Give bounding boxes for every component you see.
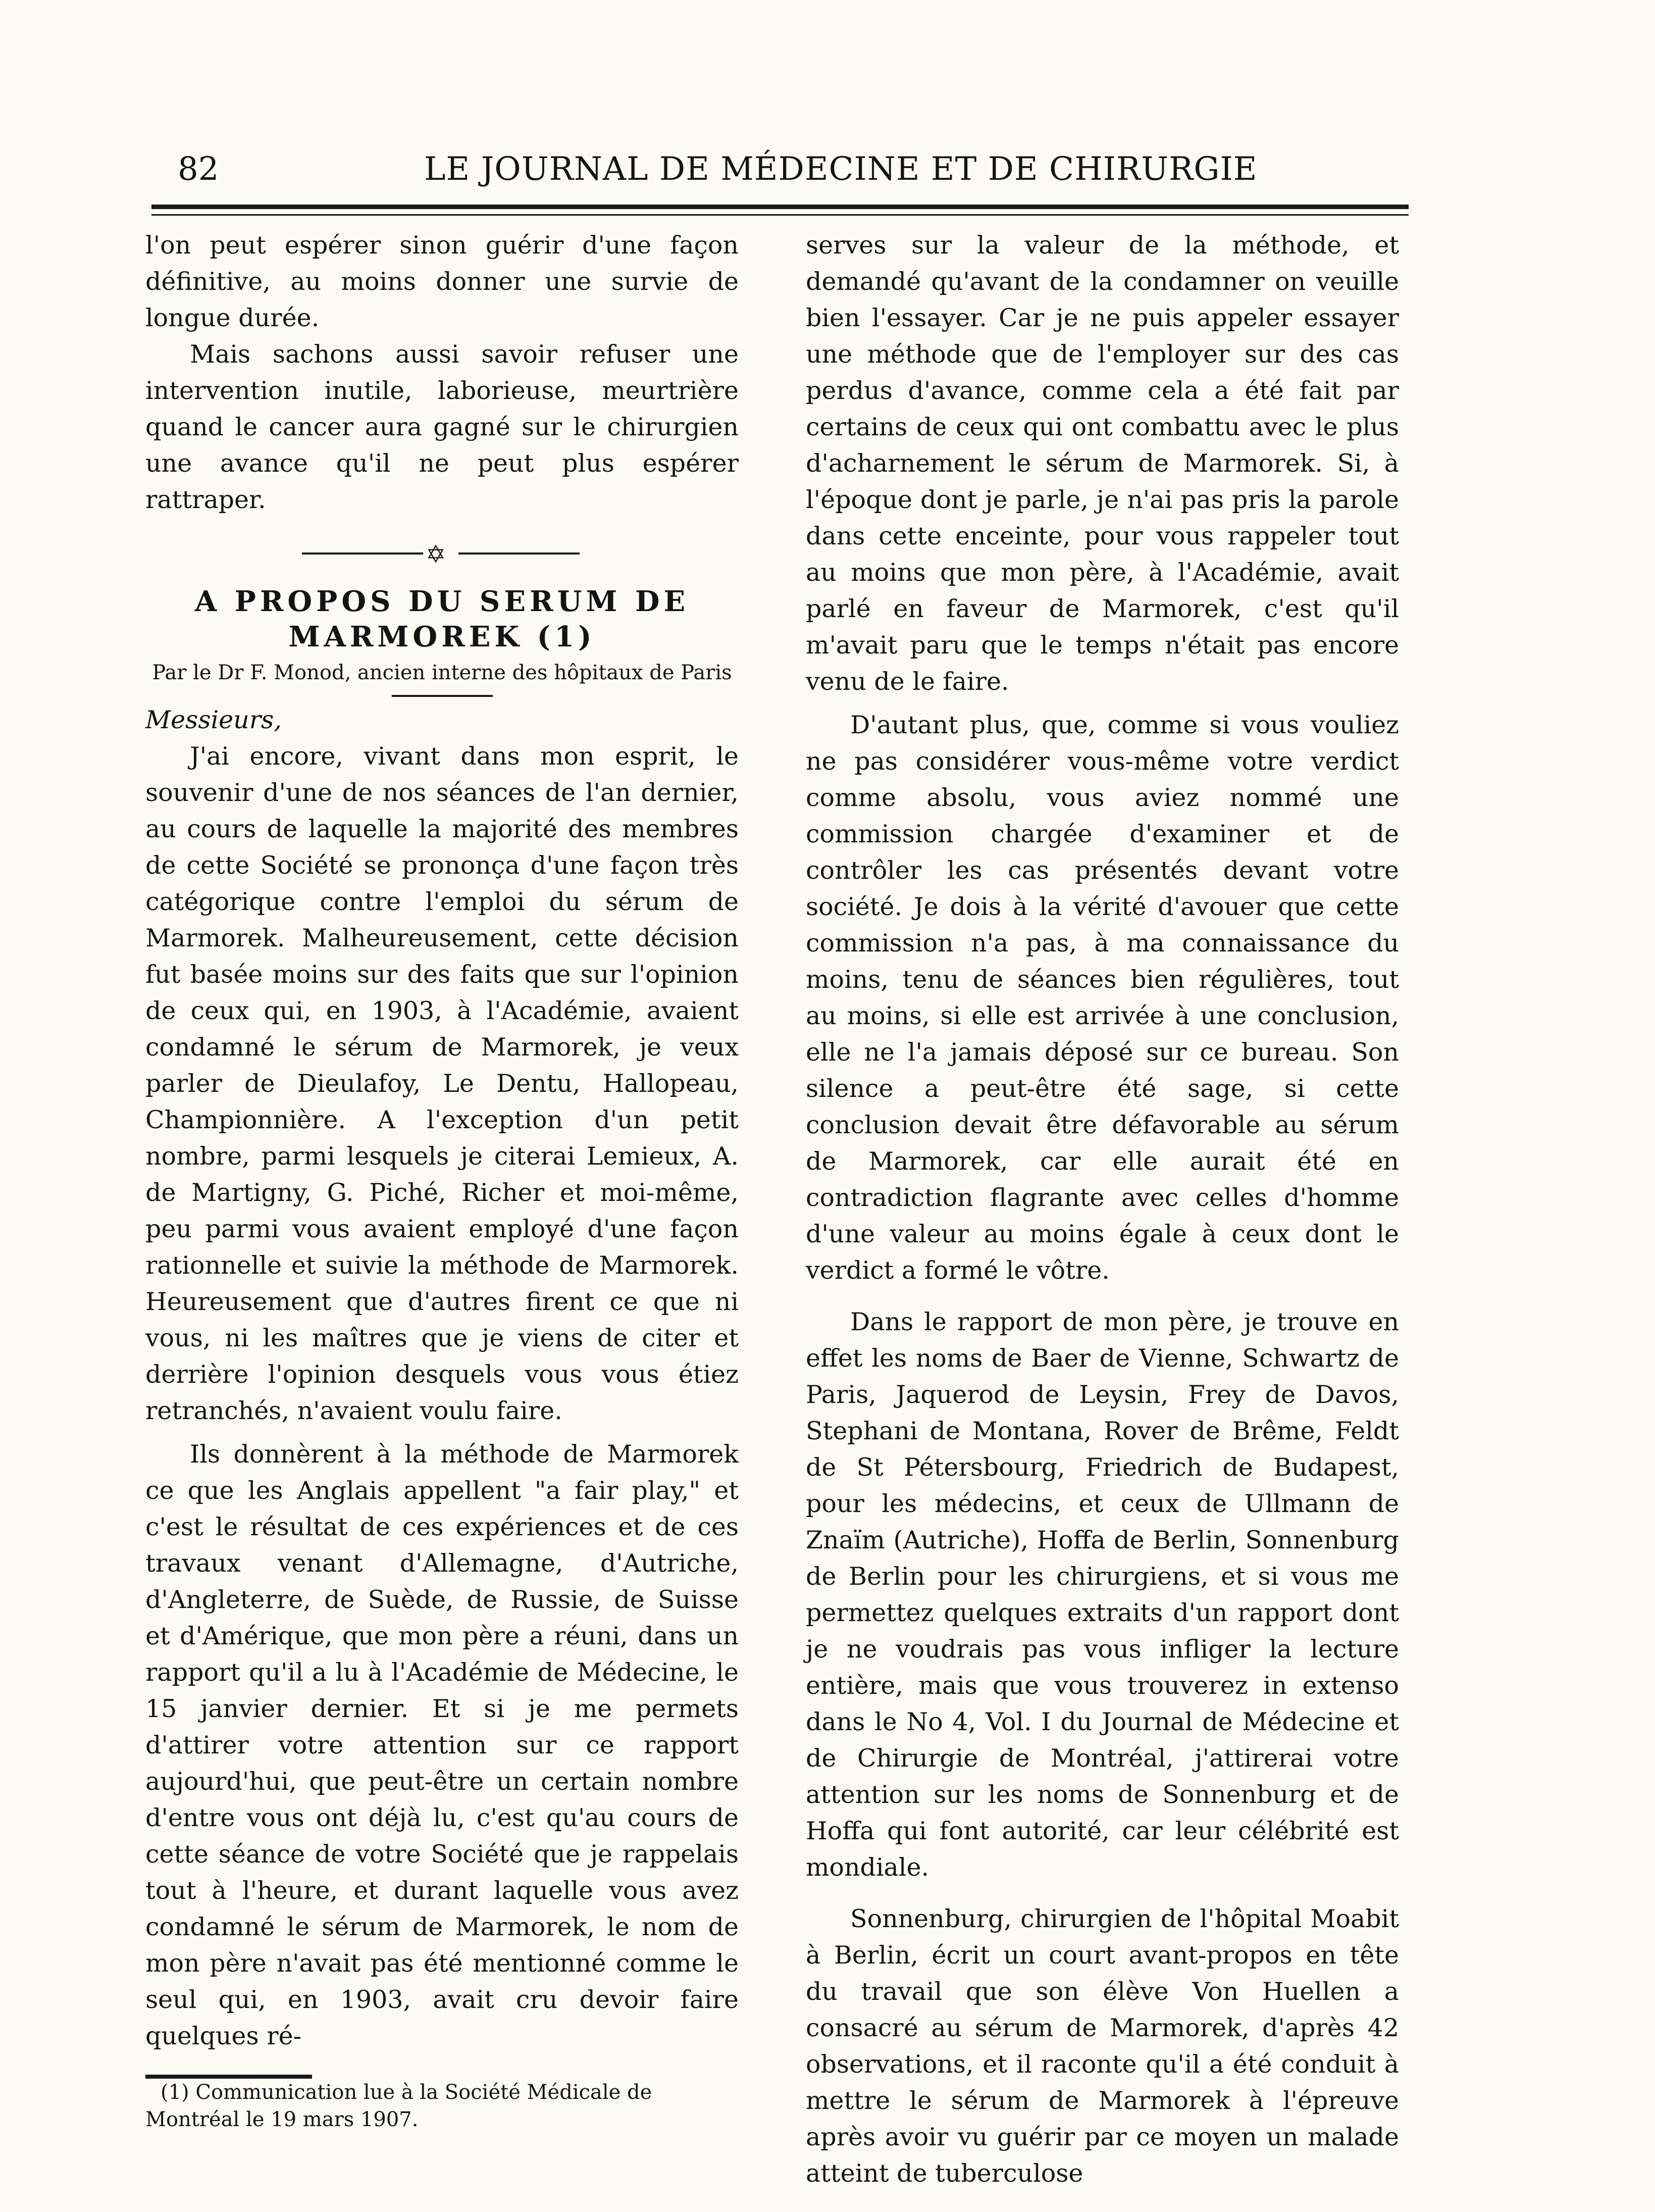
ornament-line-left [302, 552, 423, 555]
page-header [151, 146, 1409, 202]
running-title: LE JOURNAL DE MÉDECINE ET DE CHIRURGIE [424, 150, 1258, 188]
byline-rule [392, 695, 493, 697]
article-byline: Par le Dr F. Monod, ancien interne des hôpitaux de Paris [152, 661, 732, 684]
article-title: A PROPOS DU SERUM DE MARMOREK (1) [194, 585, 690, 653]
salutation: Messieurs, [145, 706, 282, 734]
star-icon: ✡ [426, 540, 446, 569]
paragraph: Mais sachons aussi savoir refuser une intervention inutile, laborieuse, meurtrière quand le cancer aura gagné sur le chirurgien une avance qu'il ne peut plus espérer rattraper. [145, 340, 739, 514]
footnote-rule [145, 2075, 312, 2079]
ornament-line-right [458, 552, 580, 555]
section-ornament [145, 536, 739, 572]
header-rule-thin [151, 214, 1409, 216]
paragraph: Ils donnèrent à la méthode de Marmorek ce que les Anglais appellent "a fair play," et c'est le résultat de ces expériences et de ces travaux venant d'Allemagne, d'Autriche, d'Angleterre, de Suède, de Russie, de Suisse et d'Amérique, que mon père a réuni, dans un rapport qu'il a lu à l'Académie de Médecine, le 15 janvier dernier. Et si je me permets d'attirer votre attention sur ce rapport aujourd'hui, que peut-être un certain nombre d'entre vous ont déjà lu, c'est qu'au cours de cette séance de votre Société que je rappelais tout à l'heure, et durant laquelle vous avez condamné le sérum de Marmorek, le nom de mon père n'avait pas été mentionné comme le seul qui, en 1903, avait cru devoir faire quelques ré- [145, 1440, 739, 2050]
paragraph: l'on peut espérer sinon guérir d'une façon définitive, au moins donner une survie de longue durée. [145, 231, 739, 332]
header-rule-thick [151, 205, 1409, 209]
page-number: 82 [178, 150, 219, 188]
paragraph: Dans le rapport de mon père, je trouve en effet les noms de Baer de Vienne, Schwartz de Paris, Jaquerod de Leysin, Frey de Davos, Stephani de Montana, Rover de Brême, Feldt de St Pétersbourg, Friedrich de Budapest, pour les médecins, et ceux de Ullmann de Znaïm (Autriche), Hoffa de Berlin, Sonnenburg de Berlin pour les chirurgiens, et si vous me permettez quelques extraits d'un rapport dont je ne voudrais pas vous infliger la lecture entière, mais que vous trouverez in extenso dans le No 4, Vol. I du Journal de Médecine et de Chirurgie de Montréal, j'attirerai votre attention sur les noms de Sonnenburg et de Hoffa qui font autorité, car leur célébrité est mondiale. [806, 1308, 1399, 1882]
paragraph: serves sur la valeur de la méthode, et demandé qu'avant de la condamner on veuille bien l'essayer. Car je ne puis appeler essayer une méthode que de l'employer sur des cas perdus d'avance, comme cela a été fait par certains de ceux qui ont combattu avec le plus d'acharnement le sérum de Marmorek. Si, à l'époque dont je parle, je n'ai pas pris la parole dans cette enceinte, pour vous rappeler tout au moins que mon père, à l'Académie, avait parlé en faveur de Marmorek, c'est qu'il m'avait paru que le temps n'était pas encore venu de le faire. [806, 231, 1399, 696]
footnote: (1) Communication lue à la Société Médicale de Montréal le 19 mars 1907. [145, 2081, 652, 2131]
left-column [145, 227, 739, 2133]
paragraph: D'autant plus, que, comme si vous vouliez ne pas considérer vous-même votre verdict comme absolu, vous aviez nommé une commission chargée d'examiner et de contrôler les cas présentés devant votre société. Je dois à la vérité d'avouer que cette commission n'a pas, à ma connaissance du moins, tenu de séances bien régulières, tout au moins, si elle est arrivée à une conclusion, elle ne l'a jamais déposé sur ce bureau. Son silence a peut-être été sage, si cette conclusion devait être défavorable au sérum de Marmorek, car elle aurait été en contradiction flagrante avec celles d'homme d'une valeur au moins égale à ceux dont le verdict a formé le vôtre. [806, 711, 1399, 1285]
paragraph: J'ai encore, vivant dans mon esprit, le souvenir d'une de nos séances de l'an dernier, au cours de laquelle la majorité des membres de cette Société se prononça d'une façon très catégorique contre l'emploi du sérum de Marmorek. Malheureusement, cette décision fut basée moins sur des faits que sur l'opinion de ceux qui, en 1903, à l'Académie, avaient condamné le sérum de Marmorek, je veux parler de Dieulafoy, Le Dentu, Hallopeau, Championnière. A l'exception d'un petit nombre, parmi lesquels je citerai Lemieux, A. de Martigny, G. Piché, Richer et moi-même, peu parmi vous avaient employé d'une façon rationnelle et suivie la méthode de Marmorek. Heureusement que d'autres firent ce que ni vous, ni les maîtres que je viens de citer et derrière l'opinion desquels vous vous étiez retranchés, n'avaient voulu faire. [145, 742, 739, 1425]
paragraph: Sonnenburg, chirurgien de l'hôpital Moabit à Berlin, écrit un court avant-propos en tête du travail que son élève Von Huellen a consacré au sérum de Marmorek, d'après 42 observations, et il raconte qu'il a été conduit à mettre le sérum de Marmorek à l'épreuve après avoir vu guérir par ce moyen un malade atteint de tuberculose [806, 1904, 1399, 2188]
right-column [806, 227, 1399, 2192]
